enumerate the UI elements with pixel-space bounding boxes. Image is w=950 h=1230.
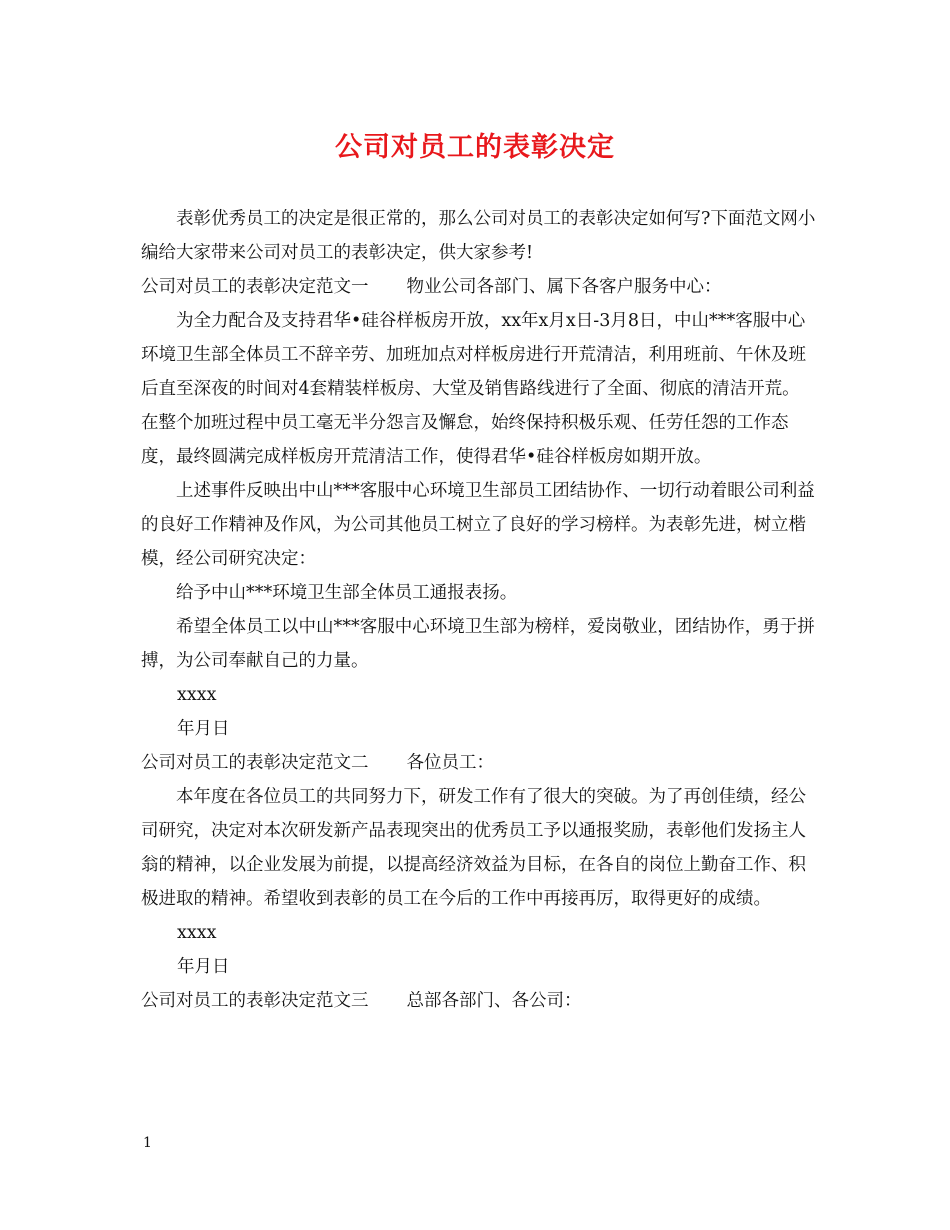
document-body xyxy=(141,202,816,1018)
section-1-paragraph-3: 给予中山***环境卫生部全体员工通报表扬。 xyxy=(176,583,518,603)
section-3-heading: 公司对员工的表彰决定范文三 xyxy=(141,991,369,1011)
section-2-heading-row xyxy=(141,746,816,780)
section-1-heading-row xyxy=(141,270,816,304)
section-2-signature: xxxx xyxy=(177,923,217,943)
section-1-paragraph-1: 为全力配合及支持君华•硅谷样板房开放，xx年x月x日-3月8日，中山***客服中心环境卫生部全体员工不辞辛劳、加班加点对样板房进行开荒清洁，利用班前、午休及班后直至深夜的时间对4套精装样板房、大堂及销售路线进行了全面、彻底的清洁开荒。在整个加班过程中员工毫无半分怨言及懈怠，始终保持积极乐观、任劳任怨的工作态度，最终圆满完成样板房开荒清洁工作，使得君华•硅谷样板房如期开放。 xyxy=(141,311,806,467)
section-2-addressee: 各位员工： xyxy=(406,753,494,773)
section-1-heading: 公司对员工的表彰决定范文一 xyxy=(141,277,369,297)
section-1-paragraph-4: 希望全体员工以中山***客服中心环境卫生部为榜样，爱岗敬业，团结协作，勇于拼搏，为公司奉献自己的力量。 xyxy=(141,617,815,671)
section-2-paragraph-1: 本年度在各位员工的共同努力下，研发工作有了很大的突破。为了再创佳绩，经公司研究，决定对本次研发新产品表现突出的优秀员工予以通报奖励，表彰他们发扬主人翁的精神，以企业发展为前提，以提高经济效益为目标，在各自的岗位上勤奋工作、积极进取的精神。希望收到表彰的员工在今后的工作中再接再厉，取得更好的成绩。 xyxy=(141,787,806,909)
section-1-date: 年月日 xyxy=(177,719,230,739)
page-number: 1 xyxy=(143,1135,152,1151)
section-2-heading: 公司对员工的表彰决定范文二 xyxy=(141,753,369,773)
section-1-paragraph-2: 上述事件反映出中山***客服中心环境卫生部员工团结协作、一切行动着眼公司利益的良好工作精神及作风，为公司其他员工树立了良好的学习榜样。为表彰先进，树立楷模，经公司研究决定： xyxy=(141,481,815,569)
section-2-date: 年月日 xyxy=(177,957,230,977)
document-title: 公司对员工的表彰决定 xyxy=(335,132,615,163)
section-3-heading-row xyxy=(141,984,816,1018)
section-3-addressee: 总部各部门、各公司： xyxy=(406,991,582,1011)
section-1-signature: xxxx xyxy=(177,685,217,705)
intro-paragraph: 表彰优秀员工的决定是很正常的，那么公司对员工的表彰决定如何写?下面范文网小编给大家带来公司对员工的表彰决定，供大家参考! xyxy=(141,209,816,263)
section-1-addressee: 物业公司各部门、属下各客户服务中心： xyxy=(406,277,722,297)
